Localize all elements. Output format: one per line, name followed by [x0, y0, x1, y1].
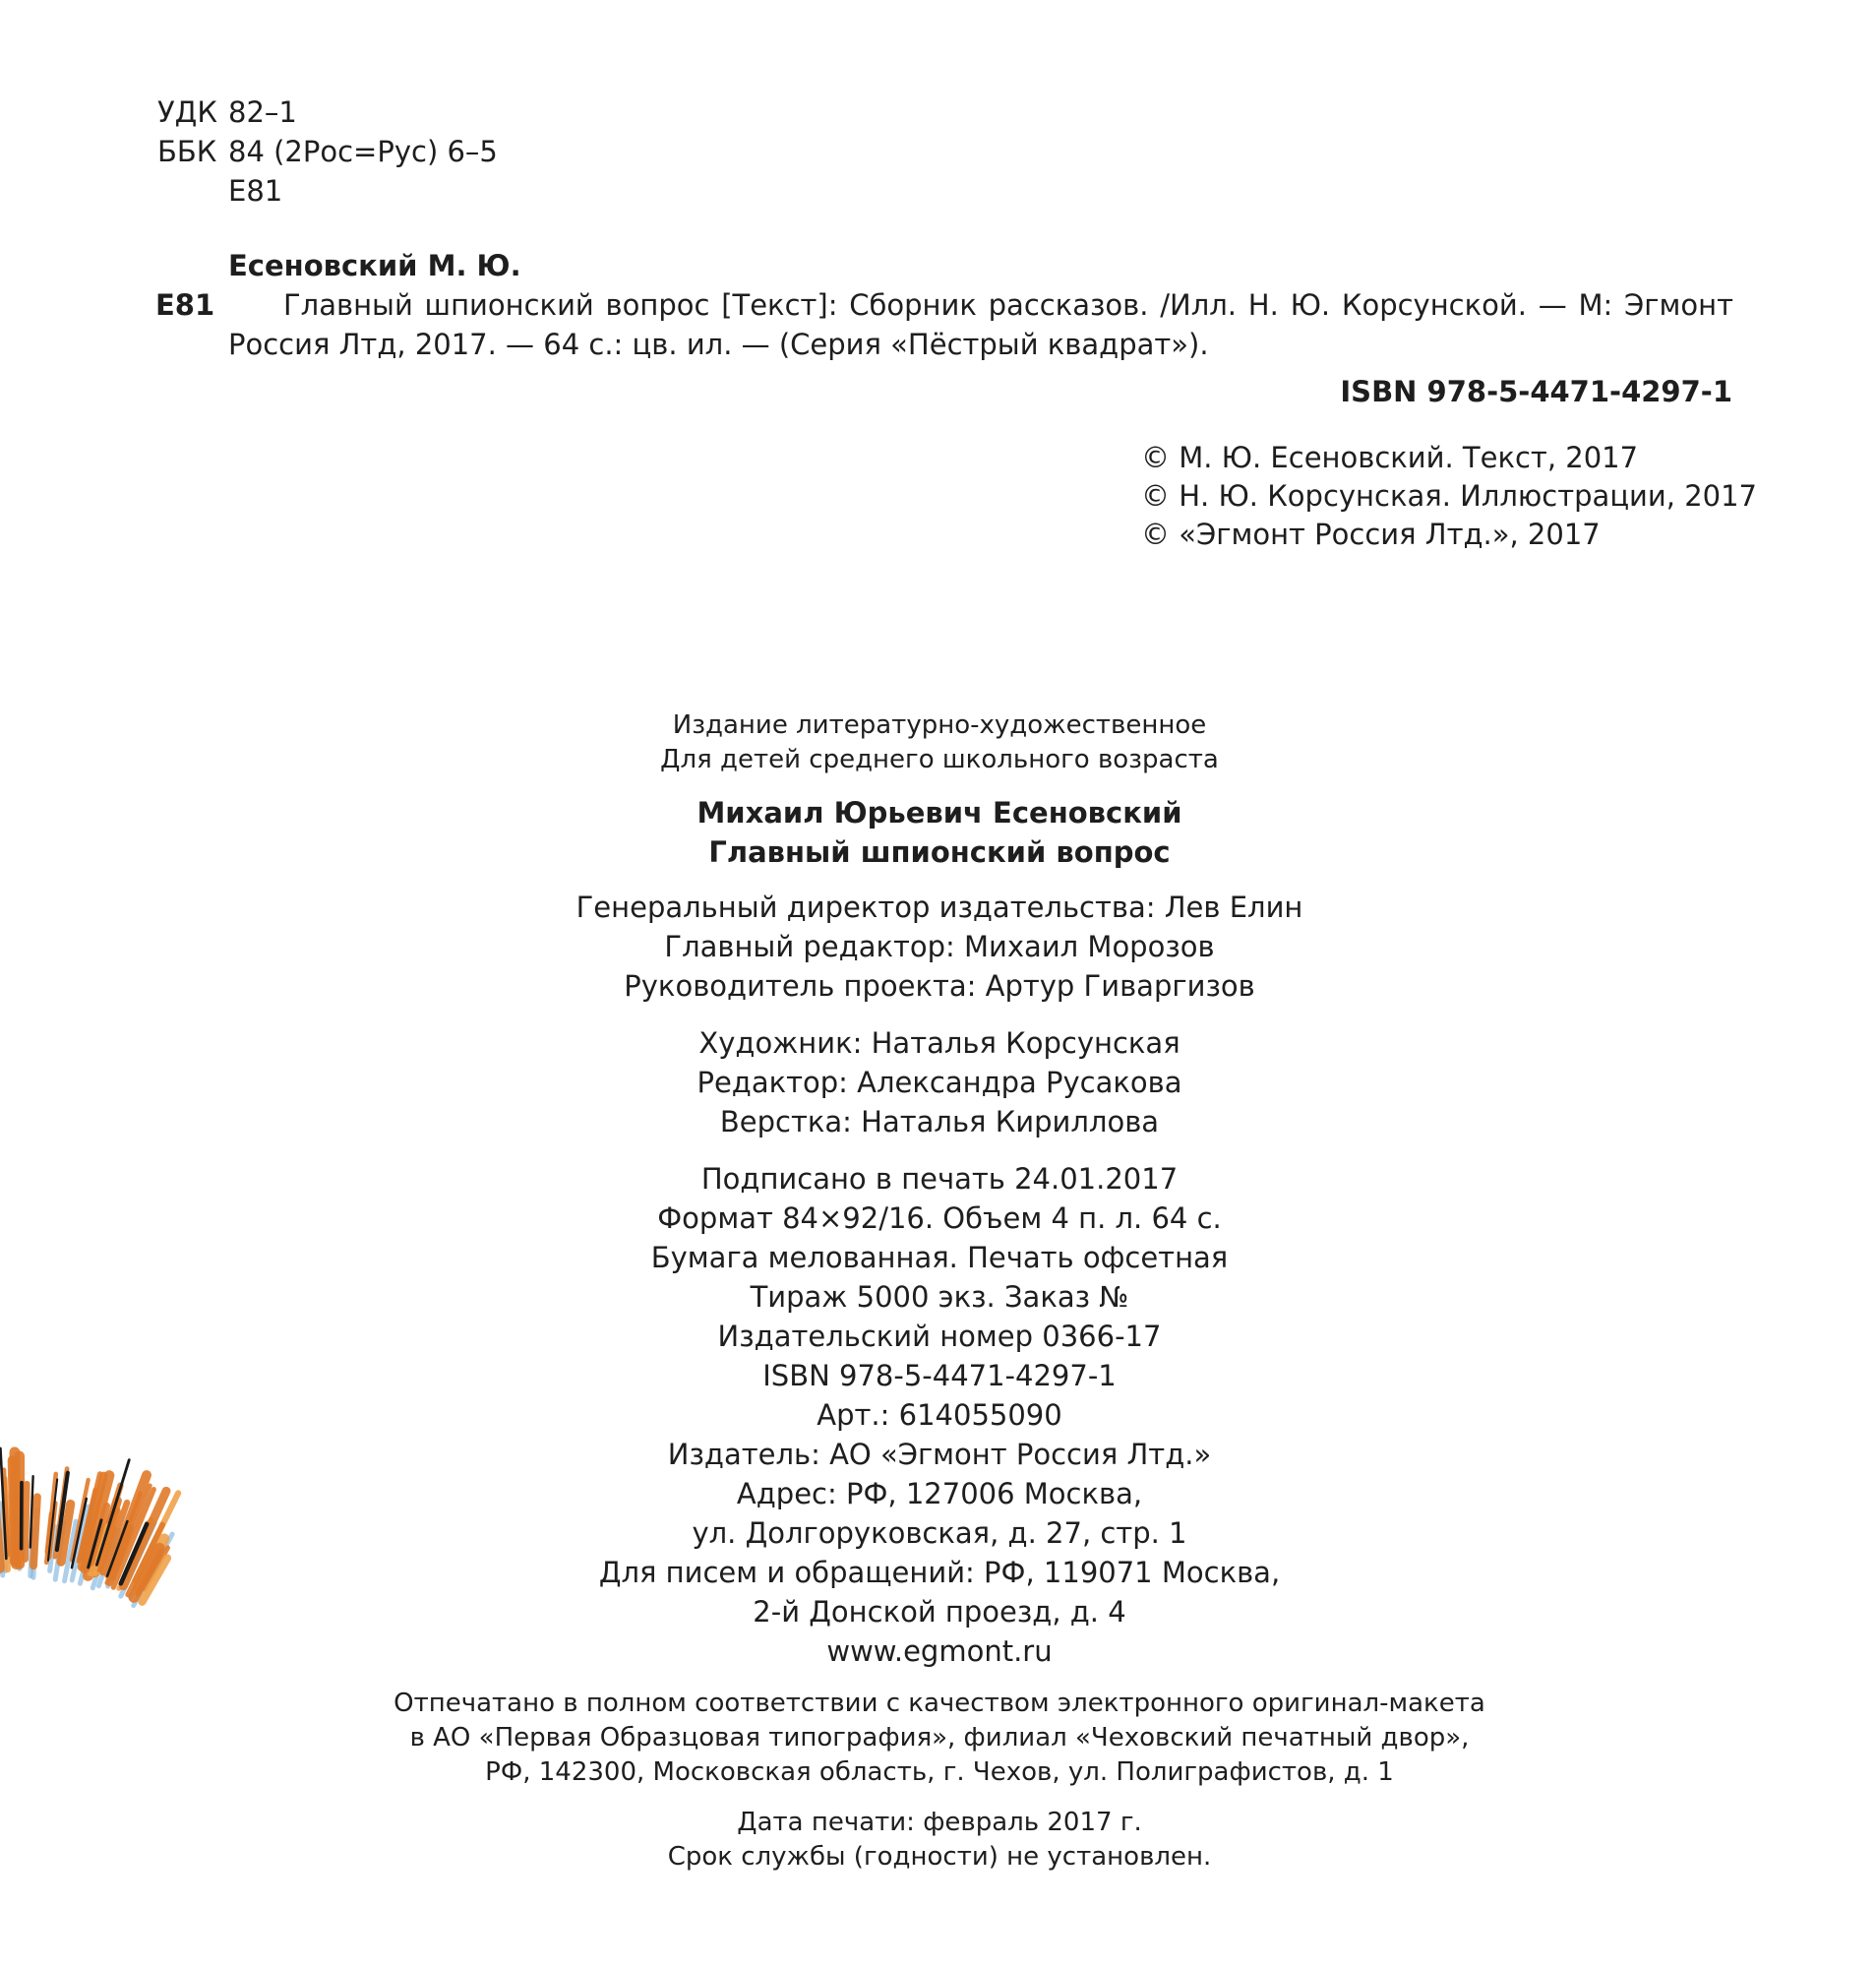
production-line: Адрес: РФ, 127006 Москва, [736, 1477, 1143, 1510]
production-line: Формат 84×92/16. Объем 4 п. л. 64 с. [657, 1201, 1222, 1235]
staff-line: Руководитель проекта: Артур Гиваргизов [624, 969, 1255, 1003]
audience: Для детей среднего школьного возраста [660, 745, 1219, 774]
staff-line: Редактор: Александра Русакова [696, 1066, 1182, 1099]
fan-strokes [0, 1448, 178, 1779]
copyright-block [1141, 439, 1757, 554]
printer-line: в АО «Первая Образцовая типография», филиал «Чеховский печатный двор», [409, 1723, 1470, 1753]
staff-line: Художник: Наталья Корсунская [698, 1026, 1180, 1060]
production-line: 2-й Донской проезд, д. 4 [753, 1595, 1126, 1629]
production-line: Подписано в печать 24.01.2017 [700, 1162, 1179, 1196]
bibliography-description: Главный шпионский вопрос [Текст]: Сборник рассказов. /Илл. Н. Ю. Корсунской. — М: Эгмонт Россия Лтд, 2017. — 64 с.: цв. ил. — (Серия «Пёстрый квадрат»). [228, 288, 1733, 361]
author-full-name: Михаил Юрьевич Есеновский [696, 796, 1182, 830]
bibliography-mark: Е81 [155, 288, 215, 322]
bibliography-isbn: ISBN 978-5-4471-4297-1 [1340, 375, 1732, 408]
bbk-label: ББК [157, 135, 217, 168]
copyright-line: © М. Ю. Есеновский. Текст, 2017 [1141, 441, 1639, 474]
production-line: Издательский номер 0366-17 [717, 1320, 1162, 1353]
bbk-value: 84 (2Рос=Рус) 6–5 [228, 135, 498, 168]
udk-value: 82–1 [228, 95, 297, 129]
brush-stroke [33, 1497, 37, 1566]
book-title: Главный шпионский вопрос [708, 835, 1171, 869]
production-line: Издатель: АО «Эгмонт Россия Лтд.» [667, 1438, 1212, 1471]
production-line: Бумага мелованная. Печать офсетная [650, 1241, 1229, 1274]
brush-stroke [26, 1484, 28, 1559]
production-line: ул. Долгоруковская, д. 27, стр. 1 [692, 1516, 1187, 1550]
brush-stroke [15, 1452, 17, 1565]
staff-line: Верстка: Наталья Кириллова [719, 1105, 1160, 1138]
production-line: Арт.: 614055090 [817, 1398, 1062, 1432]
staff-line: Генеральный директор издательства: Лев Елин [575, 891, 1303, 924]
brush-fan-illustration [0, 1353, 413, 1806]
production-line: www.egmont.ru [826, 1634, 1053, 1668]
production-line: Тираж 5000 экз. Заказ № [750, 1280, 1129, 1314]
author-mark-code: Е81 [228, 174, 283, 208]
print-info-line: Дата печати: февраль 2017 г. [737, 1808, 1142, 1837]
udk-label: УДК [157, 95, 217, 129]
copyright-line: © «Эгмонт Россия Лтд.», 2017 [1141, 518, 1601, 551]
print-info-line: Срок службы (годности) не установлен. [667, 1842, 1212, 1872]
printer-line: Отпечатано в полном соответствии с качеством электронного оригинал-макета [393, 1689, 1485, 1718]
printer-line: РФ, 142300, Московская область, г. Чехов, ул. Полиграфистов, д. 1 [485, 1757, 1394, 1787]
production-line: Для писем и обращений: РФ, 119071 Москва, [598, 1556, 1281, 1589]
staff-line: Главный редактор: Михаил Морозов [664, 930, 1215, 963]
production-line: ISBN 978-5-4471-4297-1 [762, 1359, 1117, 1392]
bibliography-author: Есеновский М. Ю. [228, 249, 521, 282]
imprint-block [334, 708, 1544, 1875]
edition-type: Издание литературно-художественное [672, 710, 1207, 740]
copyright-line: © Н. Ю. Корсунская. Иллюстрации, 2017 [1141, 479, 1757, 513]
